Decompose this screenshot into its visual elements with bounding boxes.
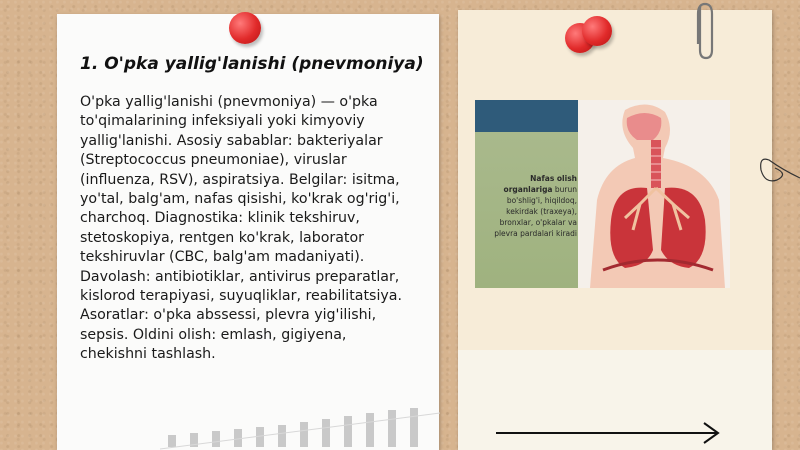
lungs-illustration bbox=[475, 100, 730, 288]
torn-paper-edge bbox=[160, 405, 440, 450]
slide-title: 1. O'pka yallig'lanishi (pnevmoniya) bbox=[80, 54, 424, 74]
figure-caption: Nafas olish organlariga burun bo'shlig'i, hiqildoq, kekirdak (traxeya), bronxlar, o'pkalar va plevra pardalari kiradi bbox=[494, 174, 577, 238]
paperclip-icon bbox=[690, 0, 720, 64]
arrow-right-icon bbox=[494, 420, 724, 448]
pushpin-icon bbox=[229, 12, 261, 44]
twine-string bbox=[755, 150, 800, 210]
slide-body-text: O'pka yallig'lanishi (pnevmoniya) — o'pka to'qimalarining infeksiyali yoki kimyoviy yallig'lanishi. Asosiy sabablar: bakteriyalar (Streptococcus pneumoniae), viruslar (influenza, RSV), aspiratsiya. Belgilar: isitma, yo'tal, balg'am, nafas qisishi, ko'krak og'rig'i, charchoq. Diagnostika: klinik tekshiruv, stetoskopiya, rentgen ko'krak, laborator tekshiruvlar (CBC, balg'am madaniyati). Davolash: antibiotiklar, antivirus preparatlar, kislorod terapiyasi, suyuqliklar, reabilitatsiya. Asoratlar: o'pka abssessi, plevra yig'ilishi, sepsis. Oldini olish: emlash, gigiyena, chekishni tashlash. bbox=[80, 94, 402, 363]
respiratory-system-figure bbox=[475, 100, 730, 288]
pushpin-icon bbox=[582, 16, 612, 46]
